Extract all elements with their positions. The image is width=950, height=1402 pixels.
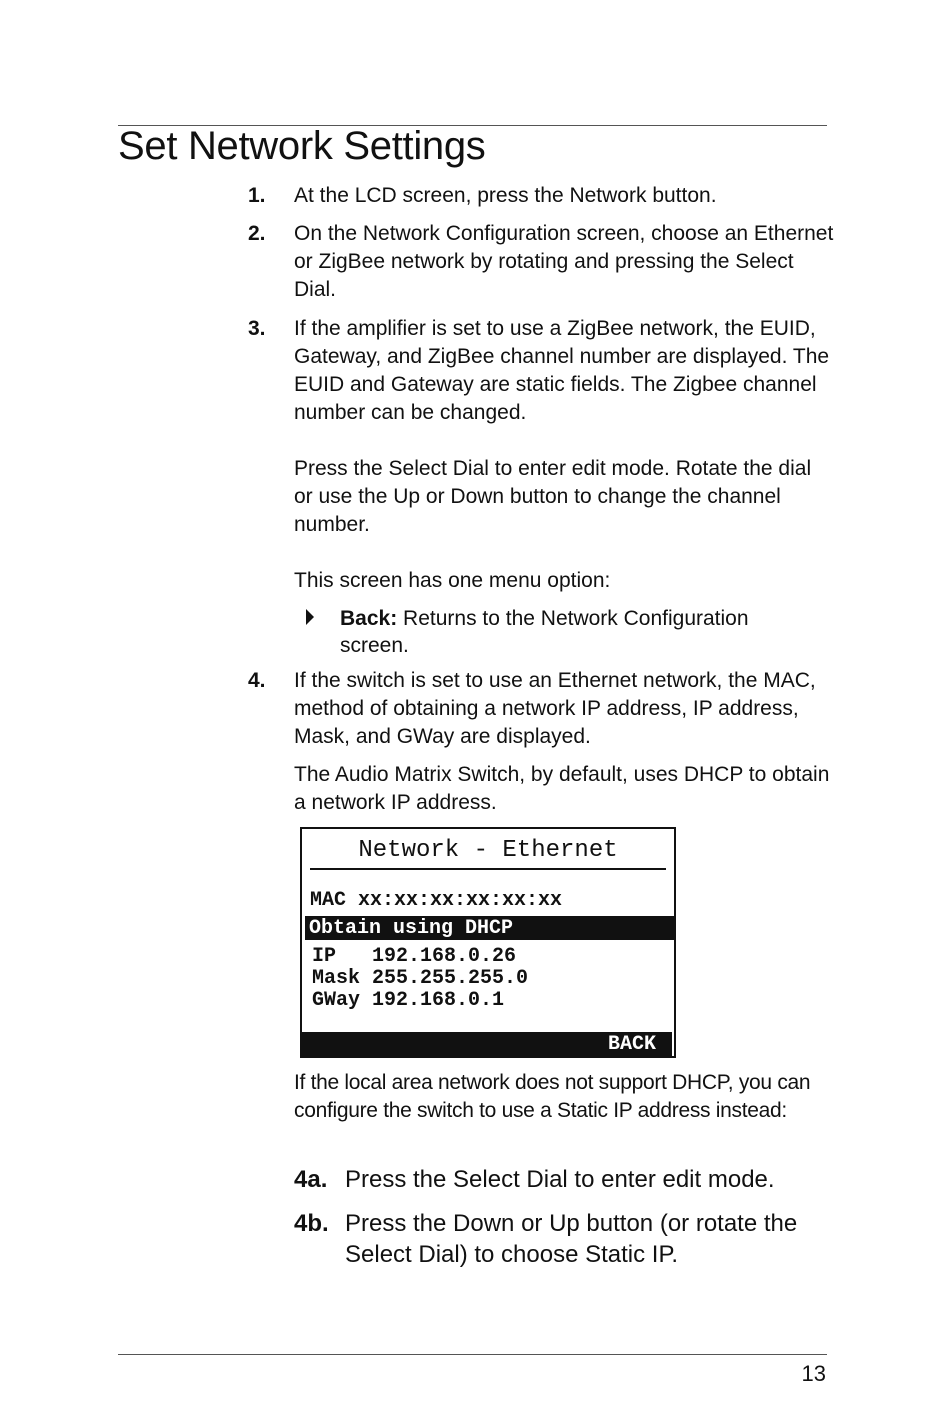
step-4b-number: 4b.	[294, 1210, 329, 1237]
lcd-mask-row: Mask 255.255.255.0	[312, 967, 529, 990]
lcd-mac-row: MAC xx:xx:xx:xx:xx:xx	[310, 889, 563, 912]
step-4a-text: Press the Select Dial to enter edit mode.	[345, 1166, 775, 1193]
step-4-paragraph-2: The Audio Matrix Switch, by default, uses DHCP to obtain a network IP address.	[294, 763, 830, 814]
lcd-ip-row: IP 192.168.0.26	[312, 945, 517, 968]
step-1-text: At the LCD screen, press the Network button.	[294, 184, 717, 207]
page-number: 13	[801, 1361, 826, 1386]
step-3-number: 3.	[248, 317, 266, 340]
step-1-number: 1.	[248, 184, 266, 207]
back-option-bullet	[340, 605, 820, 659]
step-3-paragraph-1: If the amplifier is set to use a ZigBee network, the EUID, Gateway, and ZigBee channel number are displayed. The EUID and Gateway are static fields. The Zigbee channel number can be changed.	[294, 317, 830, 424]
step-4b-text: Press the Down or Up button (or rotate the Select Dial) to choose Static IP.	[345, 1210, 798, 1268]
bullet-arrow-icon	[306, 609, 314, 625]
step-4-number: 4.	[248, 669, 266, 692]
lcd-screen	[300, 827, 676, 1058]
lcd-title: Network - Ethernet	[358, 837, 618, 864]
lcd-gway-row: GWay 192.168.0.1	[312, 989, 505, 1012]
lcd-title-rule	[310, 868, 666, 870]
lcd-back-option: BACK	[607, 1033, 656, 1056]
step-2-number: 2.	[248, 222, 266, 245]
lcd-selected-option: Obtain using DHCP	[309, 917, 514, 940]
back-option-description: Returns to the Network Configuration screen.	[340, 607, 749, 657]
step-4-paragraph-1: If the switch is set to use an Ethernet network, the MAC, method of obtaining a network IP address, IP address, Mask, and GWay are displayed.	[294, 669, 816, 748]
step-3-paragraph-3: This screen has one menu option:	[294, 569, 611, 592]
page-title: Set Network Settings	[118, 124, 486, 168]
back-option-label: Back:	[340, 607, 398, 630]
step-4-paragraph-3: If the local area network does not support DHCP, you can configure the switch to use a Static IP address instead:	[294, 1071, 811, 1122]
step-3-paragraph-2: Press the Select Dial to enter edit mode. Rotate the dial or use the Up or Down button to change the channel number.	[294, 457, 812, 536]
step-4a-number: 4a.	[294, 1166, 328, 1193]
step-2-text: On the Network Configuration screen, choose an Ethernet or ZigBee network by rotating and pressing the Select Dial.	[294, 222, 834, 301]
bottom-rule	[118, 1354, 827, 1355]
